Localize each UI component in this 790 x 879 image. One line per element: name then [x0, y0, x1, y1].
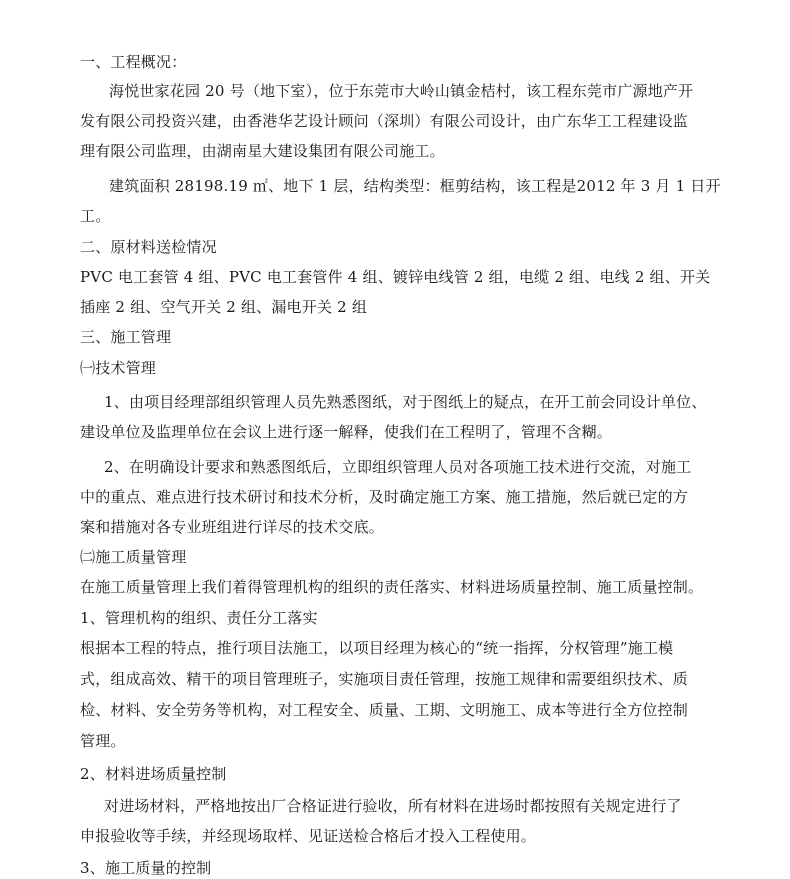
paragraph-line: PVC 电工套管 4 组、PVC 电工套管件 4 组、镀锌电线管 2 组，电缆 2 组、电线 2 组、开关 — [80, 268, 711, 286]
paragraph-line: 2、在明确设计要求和熟悉图纸后，立即组织管理人员对各项施工技术进行交流，对施工 — [104, 458, 692, 476]
paragraph-line: 中的重点、难点进行技术研讨和技术分析，及时确定施工方案、施工措施，然后就已定的方 — [80, 488, 689, 506]
paragraph-line: 发有限公司投资兴建，由香港华艺设计顾问（深圳）有限公司设计，由广东华工工程建设监 — [80, 112, 689, 130]
paragraph-line: 建设单位及监理单位在会议上进行逐一解释，使我们在工程明了，管理不含糊。 — [80, 423, 613, 441]
section-heading-management: 三、施工管理 — [80, 328, 172, 346]
subsection-heading-technical: ㈠技术管理 — [80, 359, 157, 377]
paragraph-line: 海悦世家花园 20 号（地下室），位于东莞市大岭山镇金桔村，该工程东莞市广源地产开 — [109, 82, 694, 100]
paragraph-line: 检、材料、安全劳务等机构，对工程安全、质量、工期、文明施工、成本等进行全方位控制 — [80, 701, 689, 719]
item-heading: 3、施工质量的控制 — [80, 859, 212, 877]
paragraph-line: 1、由项目经理部组织管理人员先熟悉图纸，对于图纸上的疑点，在开工前会同设计单位、 — [104, 393, 707, 411]
paragraph-line: 管理。 — [80, 732, 126, 750]
paragraph-line: 式，组成高效、精干的项目管理班子，实施项目责任管理，按施工规律和需要组织技术、质 — [80, 670, 689, 688]
paragraph-line: 在施工质量管理上我们着得管理机构的组织的责任落实、材料进场质量控制、施工质量控制。 — [80, 578, 704, 596]
subsection-heading-quality: ㈡施工质量管理 — [80, 548, 187, 566]
paragraph-line: 申报验收等手续，并经现场取样、见证送检合格后才投入工程使用。 — [80, 827, 537, 845]
section-heading-overview: 一、工程概况： — [80, 53, 187, 71]
paragraph-line: 建筑面积 28198.19 ㎡、地下 1 层，结构类型：框剪结构，该工程是2012 年 3 月 1 日开 — [109, 177, 721, 195]
paragraph-line: 工。 — [80, 207, 111, 225]
paragraph-line: 根据本工程的特点，推行项目法施工，以项目经理为核心的“统一指挥，分权管理”施工模 — [80, 639, 674, 657]
section-heading-materials: 二、原材料送检情况 — [80, 238, 217, 256]
item-heading: 1、管理机构的组织、责任分工落实 — [80, 609, 318, 627]
item-heading: 2、材料进场质量控制 — [80, 765, 227, 783]
paragraph-line: 插座 2 组、空气开关 2 组、漏电开关 2 组 — [80, 298, 368, 316]
paragraph-line: 理有限公司监理，由湖南星大建设集团有限公司施工。 — [80, 142, 445, 160]
paragraph-line: 案和措施对各专业班组进行详尽的技术交底。 — [80, 518, 385, 536]
paragraph-line: 对进场材料，严格地按出厂合格证进行验收，所有材料在进场时都按照有关规定进行了 — [104, 797, 682, 815]
